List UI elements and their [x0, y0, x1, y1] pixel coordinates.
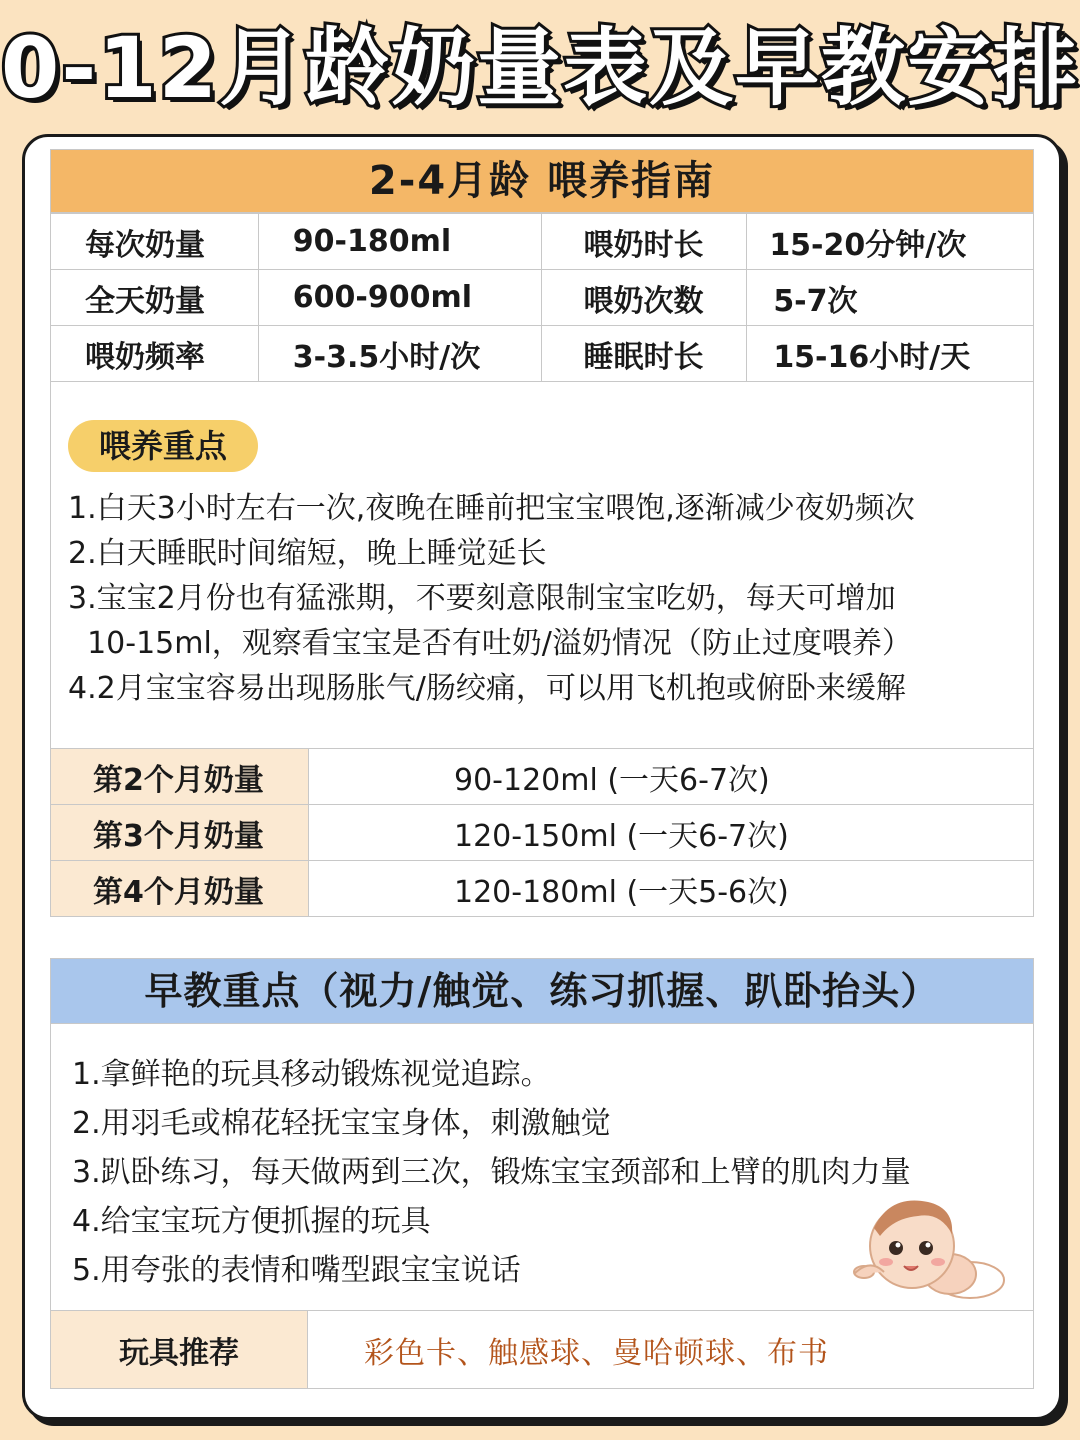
- list-item: 2.用羽毛或棉花轻抚宝宝身体，刺激触觉: [72, 1106, 611, 1141]
- month-label: 第3个月奶量: [51, 805, 309, 861]
- list-item: 3.宝宝2月份也有猛涨期，不要刻意限制宝宝吃奶，每天可增加: [68, 581, 896, 616]
- stat-label: 喂奶频率: [51, 326, 259, 382]
- stat-value: 15-16小时/天: [747, 326, 1034, 382]
- list-item: 1.拿鲜艳的玩具移动锻炼视觉追踪。: [72, 1057, 551, 1092]
- list-item: 4.2月宝宝容易出现肠胀气/肠绞痛，可以用飞机抱或俯卧来缓解: [68, 671, 906, 706]
- monthly-milk-table: [50, 748, 1034, 917]
- baby-crawling-icon: [850, 1188, 1010, 1308]
- month-label: 第4个月奶量: [51, 861, 309, 917]
- list-item: 3.趴卧练习，每天做两到三次，锻炼宝宝颈部和上臂的肌肉力量: [72, 1155, 911, 1190]
- list-item: 2.白天睡眠时间缩短，晚上睡觉延长: [68, 536, 547, 571]
- table-row: [51, 1311, 1034, 1389]
- stat-label: 睡眠时长: [541, 326, 747, 382]
- month-value: 120-150ml (一天6-7次): [309, 805, 1034, 861]
- table-row: [51, 214, 1034, 270]
- table-row: [51, 861, 1034, 917]
- feeding-points-list: [68, 486, 1028, 711]
- toy-recommendation-table: [50, 1310, 1034, 1389]
- month-label: 第2个月奶量: [51, 749, 309, 805]
- feeding-points-badge: 喂养重点: [68, 420, 258, 472]
- month-value: 90-120ml (一天6-7次): [309, 749, 1034, 805]
- stat-label: 喂奶时长: [541, 214, 747, 270]
- stat-label: 喂奶次数: [541, 270, 747, 326]
- stat-label: 全天奶量: [51, 270, 259, 326]
- table-row: [51, 805, 1034, 861]
- page-title: 0-12月龄奶量表及早教安排: [0, 19, 1080, 117]
- month-value: 120-180ml (一天5-6次): [309, 861, 1034, 917]
- stat-value: 3-3.5小时/次: [258, 326, 541, 382]
- stat-value: 5-7次: [747, 270, 1034, 326]
- toy-value: 彩色卡、触感球、曼哈顿球、布书: [308, 1311, 1034, 1389]
- table-row: [51, 270, 1034, 326]
- stat-label: 每次奶量: [51, 214, 259, 270]
- stat-value: 90-180ml: [258, 214, 541, 270]
- education-header: 早教重点（视力/触觉、练习抓握、趴卧抬头）: [50, 958, 1034, 1024]
- toy-label: 玩具推荐: [51, 1311, 308, 1389]
- table-row: [51, 749, 1034, 805]
- list-item: 5.用夸张的表情和嘴型跟宝宝说话: [72, 1253, 521, 1288]
- feeding-guide-header: 2-4月龄 喂养指南: [50, 149, 1034, 213]
- table-row: [51, 326, 1034, 382]
- list-item: 4.给宝宝玩方便抓握的玩具: [72, 1204, 431, 1239]
- stat-value: 600-900ml: [258, 270, 541, 326]
- list-item: 1.白天3小时左右一次,夜晚在睡前把宝宝喂饱,逐渐减少夜奶频次: [68, 491, 915, 526]
- stat-value: 15-20分钟/次: [747, 214, 1034, 270]
- list-item: 10-15ml，观察看宝宝是否有吐奶/溢奶情况（防止过度喂养）: [68, 626, 912, 661]
- feeding-stats-table: [50, 213, 1034, 382]
